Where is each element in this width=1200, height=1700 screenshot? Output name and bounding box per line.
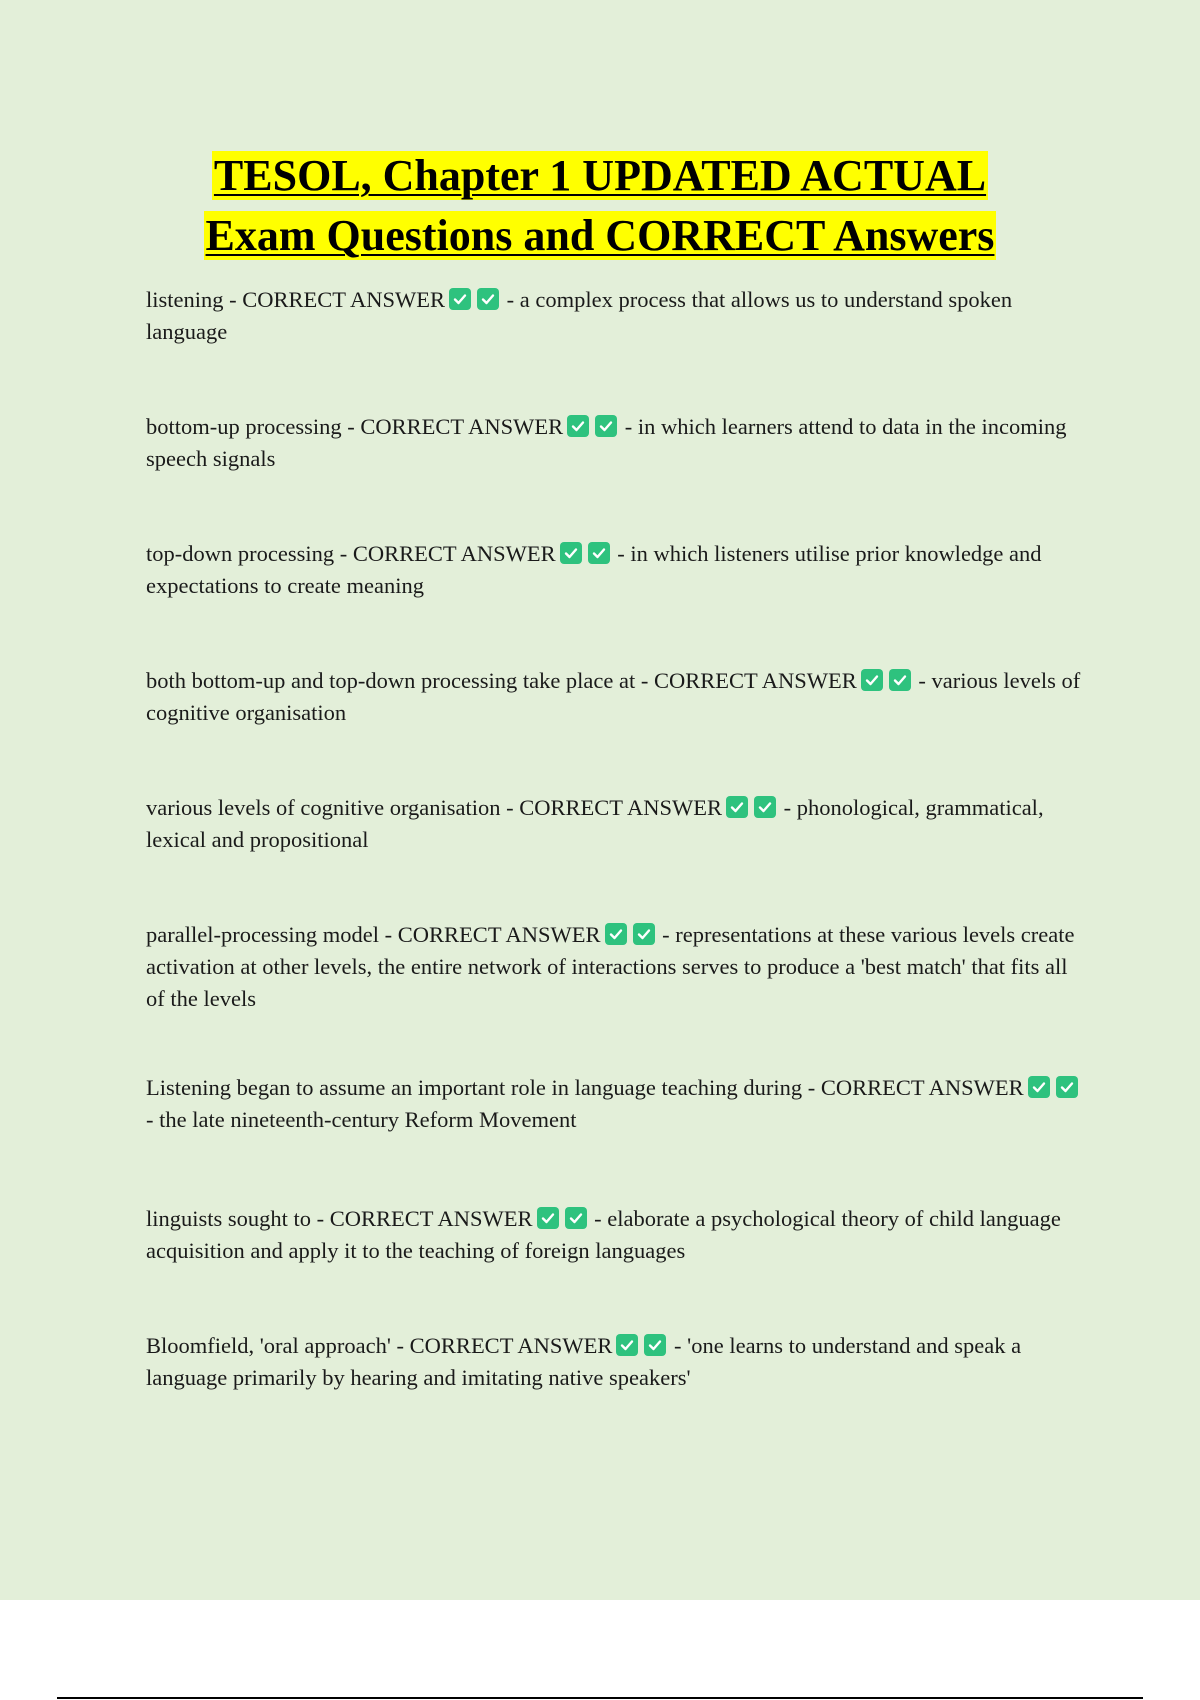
check-mark-icon <box>565 1207 587 1229</box>
qa-item-bottom-up-processing: bottom-up processing - CORRECT ANSWER - in which learners attend to data in the incoming speech signals <box>146 414 1067 471</box>
check-mark-icon <box>754 796 776 818</box>
check-mark-icon <box>1028 1076 1050 1098</box>
page-divider-line <box>57 1697 1143 1699</box>
title-line-1: TESOL, Chapter 1 UPDATED ACTUAL <box>213 151 987 200</box>
check-mark-icon <box>560 542 582 564</box>
qa-definition: a complex process that allows us to understand spoken language <box>146 287 1013 344</box>
qa-term: both bottom-up and top-down processing take place at <box>146 668 636 693</box>
check-mark-icon <box>595 415 617 437</box>
answer-marker: CORRECT ANSWER <box>409 1333 613 1358</box>
qa-definition: the late nineteenth-century Reform Movement <box>159 1107 577 1132</box>
qa-item-linguists: linguists sought to - CORRECT ANSWER - elaborate a psychological theory of child language acquisition and apply it to the teaching of foreign languages <box>146 1206 1061 1263</box>
qa-definition: representations at these various levels create activation at other levels, the entire network of interactions serves to produce a 'best match' that fits all of the levels <box>146 922 1075 1011</box>
check-mark-icon <box>588 542 610 564</box>
qa-term: listening <box>146 287 224 312</box>
qa-definition: phonological, grammatical, lexical and propositional <box>146 795 1044 852</box>
qa-definition: various levels of cognitive organisation <box>146 668 1081 725</box>
qa-term: Listening began to assume an important role in language teaching during <box>146 1075 803 1100</box>
check-mark-icon <box>861 669 883 691</box>
qa-item-processing-levels: both bottom-up and top-down processing take place at - CORRECT ANSWER - various levels of cognitive organisation <box>146 668 1081 725</box>
answer-marker: CORRECT ANSWER <box>242 287 445 312</box>
qa-item-top-down-processing: top-down processing - CORRECT ANSWER - in which listeners utilise prior knowledge and expectations to create meaning <box>146 541 1042 598</box>
check-mark-icon <box>477 288 499 310</box>
title-line-2: Exam Questions and CORRECT Answers <box>205 211 995 260</box>
qa-item-listening: listening - CORRECT ANSWER - a complex process that allows us to understand spoken language <box>146 287 1013 344</box>
qa-definition: elaborate a psychological theory of child language acquisition and apply it to the teaching of foreign languages <box>146 1206 1061 1263</box>
check-mark-icon <box>567 415 589 437</box>
qa-item-bloomfield-oral-approach: Bloomfield, 'oral approach' - CORRECT ANSWER - 'one learns to understand and speak a language primarily by hearing and imitating native speakers' <box>146 1333 1022 1390</box>
qa-definition: in which listeners utilise prior knowledge and expectations to create meaning <box>146 541 1042 598</box>
document-title <box>100 146 1100 266</box>
qa-item-cognitive-organisation: various levels of cognitive organisation - CORRECT ANSWER - phonological, grammatical, lexical and propositional <box>146 795 1044 852</box>
qa-term: Bloomfield, 'oral approach' <box>146 1333 391 1358</box>
check-mark-icon <box>889 669 911 691</box>
qa-item-parallel-processing-model: parallel-processing model - CORRECT ANSWER - representations at these various levels create activation at other levels, the entire network of interactions serves to produce a 'best match' that fits all of the levels <box>146 922 1075 1011</box>
answer-marker: CORRECT ANSWER <box>352 541 556 566</box>
check-mark-icon <box>1056 1076 1078 1098</box>
qa-term: bottom-up processing <box>146 414 342 439</box>
qa-term: top-down processing <box>146 541 335 566</box>
check-mark-icon <box>537 1207 559 1229</box>
qa-term: linguists sought to <box>146 1206 312 1231</box>
answer-marker: CORRECT ANSWER <box>397 922 601 947</box>
check-mark-icon <box>726 796 748 818</box>
answer-marker: CORRECT ANSWER <box>360 414 564 439</box>
answer-marker: CORRECT ANSWER <box>654 668 857 693</box>
qa-item-listening-role: Listening began to assume an important role in language teaching during - CORRECT ANSWER - the late nineteenth-century Reform Movement <box>146 1072 1091 1136</box>
check-mark-icon <box>449 288 471 310</box>
answer-marker: CORRECT ANSWER <box>329 1206 533 1231</box>
qa-term: parallel-processing model <box>146 922 380 947</box>
answer-marker: CORRECT ANSWER <box>519 795 723 820</box>
check-mark-icon <box>616 1334 638 1356</box>
check-mark-icon <box>605 923 627 945</box>
check-mark-icon <box>644 1334 666 1356</box>
qa-term: various levels of cognitive organisation <box>146 795 501 820</box>
qa-definition: 'one learns to understand and speak a language primarily by hearing and imitating native speakers' <box>146 1333 1022 1390</box>
check-mark-icon <box>633 923 655 945</box>
answer-marker: CORRECT ANSWER <box>820 1075 1024 1100</box>
qa-definition: in which learners attend to data in the incoming speech signals <box>146 414 1067 471</box>
